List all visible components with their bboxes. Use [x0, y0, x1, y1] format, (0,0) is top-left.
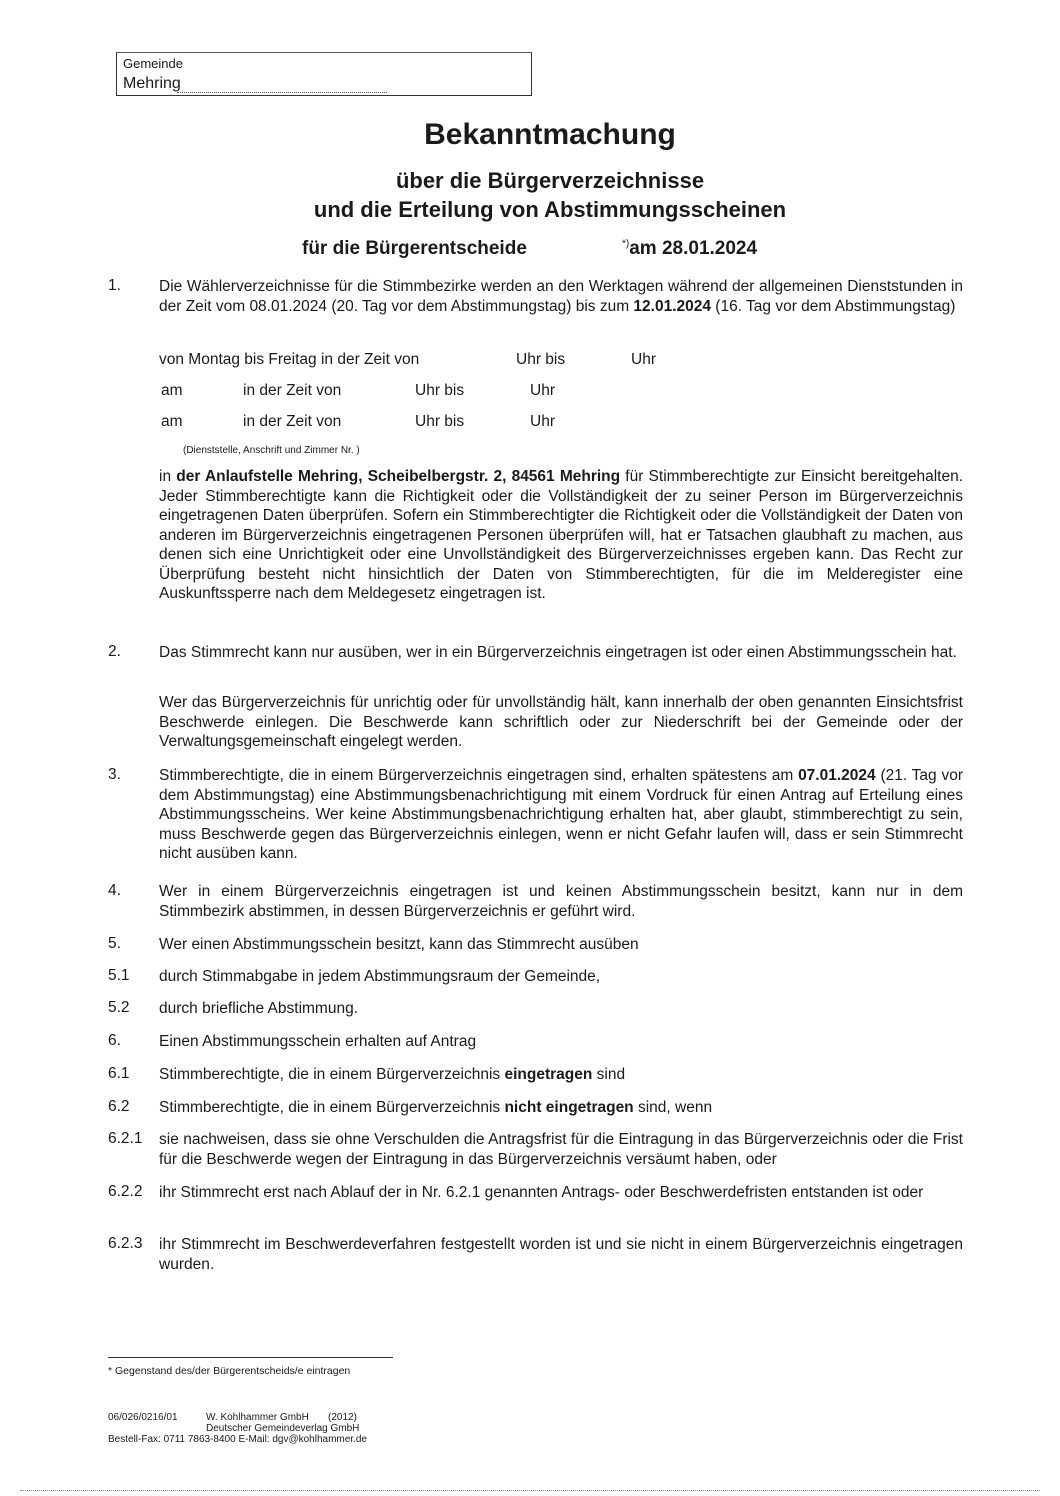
gemeinde-underline — [177, 92, 387, 93]
s61-a: Stimmberechtigte, die in einem Bürgerverzeichnis — [159, 1066, 505, 1083]
section-number: 3. — [108, 766, 121, 783]
subtitle-3a: für die Bürgerentscheide — [302, 238, 527, 259]
s1-p1c: (16. Tag vor dem Abstimmungstag) — [711, 297, 956, 315]
section-6-2-paragraph — [159, 1098, 963, 1118]
bottom-divider — [20, 1490, 1040, 1491]
vote-date: am 28.01.2024 — [629, 238, 758, 259]
section-1-paragraph-2 — [159, 467, 963, 604]
time-row-1-label: von Montag bis Freitag in der Zeit von — [159, 351, 420, 368]
section-6-paragraph: Einen Abstimmungsschein erhalten auf Antrag — [159, 1033, 477, 1050]
s1-p2a: in — [159, 468, 177, 485]
section-5-2-paragraph: durch briefliche Abstimmung. — [159, 1000, 359, 1017]
s1-p1b: 12.01.2024 — [633, 297, 711, 315]
time-row-3-uhrbis: Uhr bis — [415, 413, 465, 430]
footnote-divider — [108, 1357, 393, 1358]
section-6-2-1-paragraph: sie nachweisen, dass sie ohne Verschulden die Antragsfrist für die Eintragung in das Bürgerverzeichnis oder die Frist für die Beschwerde wegen der Eintragung in das Bürgerverzeichnis versäumt haben, oder — [159, 1131, 963, 1168]
gemeinde-name: Mehring — [123, 75, 181, 92]
s61-b: eingetragen — [504, 1066, 593, 1083]
section-2-paragraph-2: Wer das Bürgerverzeichnis für unrichtig oder für unvollständig hält, kann innerhalb der oben genannten Einsichtsfrist Beschwerde einlegen. Die Beschwerde kann schriftlich oder zur Niederschrift bei der Gemeinde oder der Verwaltungsgemeinschaft eingelegt werden. — [159, 694, 963, 750]
page-title: Bekanntmachung — [424, 118, 676, 151]
s1-p2c: für Stimmberechtigte zur Einsicht bereitgehalten. Jeder Stimmberechtigte kann die Richtigkeit oder die Vollständigkeit der zu seiner Person im Bürgerverzeichnis eingetragenen Daten überprüfen. Sofern ein Stimmberechtigter die Richtigkeit oder die Vollständigkeit der Daten von anderen im Bürgerverzeichnis eingetragenen Personen überprüfen will, hat er Tatsachen glaubhaft zu machen, aus denen sich eine Unrichtigkeit oder eine Unvollständigkeit des Bürgerverzeichnisses ergeben kann. Das Recht zur Überprüfung besteht nicht hinsichtlich der Daten von Stimmberechtigten, für die im Melderegister eine Auskunftssperre nach dem Meldegesetz eingetragen ist. — [159, 468, 963, 602]
footer-year: (2012) — [328, 1412, 357, 1423]
s1-p1a: Die Wählerverzeichnisse für die Stimmbezirke werden an den Werktagen während der allgemeinen Dienststunden in der Zeit vom 08.01.2024 (20. Tag vor dem Abstimmungstag) bis zum — [159, 278, 963, 315]
section-1-paragraph-1 — [159, 277, 963, 316]
section-number: 6. — [108, 1032, 121, 1049]
section-6-2-2-paragraph: ihr Stimmrecht erst nach Ablauf der in Nr. 6.2.1 genannten Antrags- oder Beschwerdefristen entstanden ist oder — [159, 1184, 924, 1201]
subtitle-3b — [622, 238, 757, 260]
section-3-paragraph — [159, 766, 963, 864]
s3-b: 07.01.2024 — [798, 767, 876, 784]
section-number: 6.2.3 — [108, 1235, 143, 1252]
section-number: 6.2.2 — [108, 1183, 143, 1200]
time-row-2-uhrbis: Uhr bis — [415, 382, 465, 399]
subtitle-2: und die Erteilung von Abstimmungsscheinen — [313, 197, 787, 222]
s3-c: (21. Tag vor dem Abstimmungstag) eine Abstimmungsbenachrichtigung mit einem Vordruck für einen Antrag auf Erteilung eines Abstimmungsscheins. Wer keine Abstimmungsbenachrichtigung erhalten hat, aber glaubt, stimmberechtigt zu sein, muss Beschwerde gegen das Bürgerverzeichnis einlegen, wenn er nicht Gefahr laufen will, dass er sein Stimmrecht nicht ausüben kann. — [159, 767, 963, 862]
time-row-1-uhr: Uhr — [631, 351, 656, 368]
gemeinde-box — [116, 52, 532, 96]
s62-b: nicht eingetragen — [504, 1099, 634, 1116]
section-4-paragraph: Wer in einem Bürgerverzeichnis eingetragen ist und keinen Abstimmungsschein besitzt, kann nur in dem Stimmbezirk abstimmen, in dessen Bürgerverzeichnis er geführt wird. — [159, 883, 963, 920]
time-row-3-label: in der Zeit von — [243, 413, 342, 430]
time-row-3-am: am — [161, 413, 183, 430]
section-number: 6.1 — [108, 1065, 130, 1082]
s62-a: Stimmberechtigte, die in einem Bürgerverzeichnis — [159, 1099, 505, 1116]
section-number: 5.1 — [108, 967, 130, 984]
section-2-paragraph-1: Das Stimmrecht kann nur ausüben, wer in ein Bürgerverzeichnis eingetragen ist oder einen Abstimmungsschein hat. — [159, 644, 957, 661]
time-row-2-uhr: Uhr — [530, 382, 555, 399]
time-row-3-uhr: Uhr — [530, 413, 555, 430]
section-number: 4. — [108, 882, 121, 899]
time-row-1-uhrbis: Uhr bis — [516, 351, 566, 368]
time-row-2-am: am — [161, 382, 183, 399]
location-hint: (Dienststelle, Anschrift und Zimmer Nr. ) — [183, 445, 360, 456]
subtitle-1: über die Bürgerverzeichnisse — [395, 168, 705, 193]
s62-c: sind, wenn — [633, 1099, 713, 1116]
section-5-paragraph: Wer einen Abstimmungsschein besitzt, kann das Stimmrecht ausüben — [159, 936, 639, 953]
footnote-mark: *) — [622, 238, 630, 250]
section-5-1-paragraph: durch Stimmabgabe in jedem Abstimmungsraum der Gemeinde, — [159, 968, 601, 985]
time-row-2-label: in der Zeit von — [243, 382, 342, 399]
s61-c: sind — [592, 1066, 626, 1083]
footer-code: 06/026/0216/01 — [108, 1412, 178, 1423]
section-number: 6.2 — [108, 1098, 130, 1115]
section-number: 1. — [108, 277, 121, 294]
section-6-2-3-paragraph: ihr Stimmrecht im Beschwerdeverfahren festgestellt worden ist und sie nicht in einem Bürgerverzeichnis eingetragen wurden. — [159, 1236, 963, 1273]
footer-contact: Bestell-Fax: 0711 7863-8400 E-Mail: dgv@kohlhammer.de — [108, 1434, 367, 1445]
section-6-1-paragraph — [159, 1065, 963, 1085]
section-number: 5. — [108, 935, 121, 952]
section-number: 5.2 — [108, 999, 130, 1016]
gemeinde-label: Gemeinde — [123, 56, 183, 71]
s3-a: Stimmberechtigte, die in einem Bürgerverzeichnis eingetragen sind, erhalten spätestens am — [159, 767, 799, 784]
footer-publisher-1: W. Kohlhammer GmbH — [206, 1412, 309, 1423]
footnote: * Gegenstand des/der Bürgerentscheids/e eintragen — [108, 1365, 351, 1377]
section-number: 6.2.1 — [108, 1130, 143, 1147]
s1-p2b: der Anlaufstelle Mehring, Scheibelbergstr. 2, 84561 Mehring — [176, 468, 621, 485]
footer-publisher-2: Deutscher Gemeindeverlag GmbH — [206, 1423, 360, 1434]
section-number: 2. — [108, 643, 121, 660]
